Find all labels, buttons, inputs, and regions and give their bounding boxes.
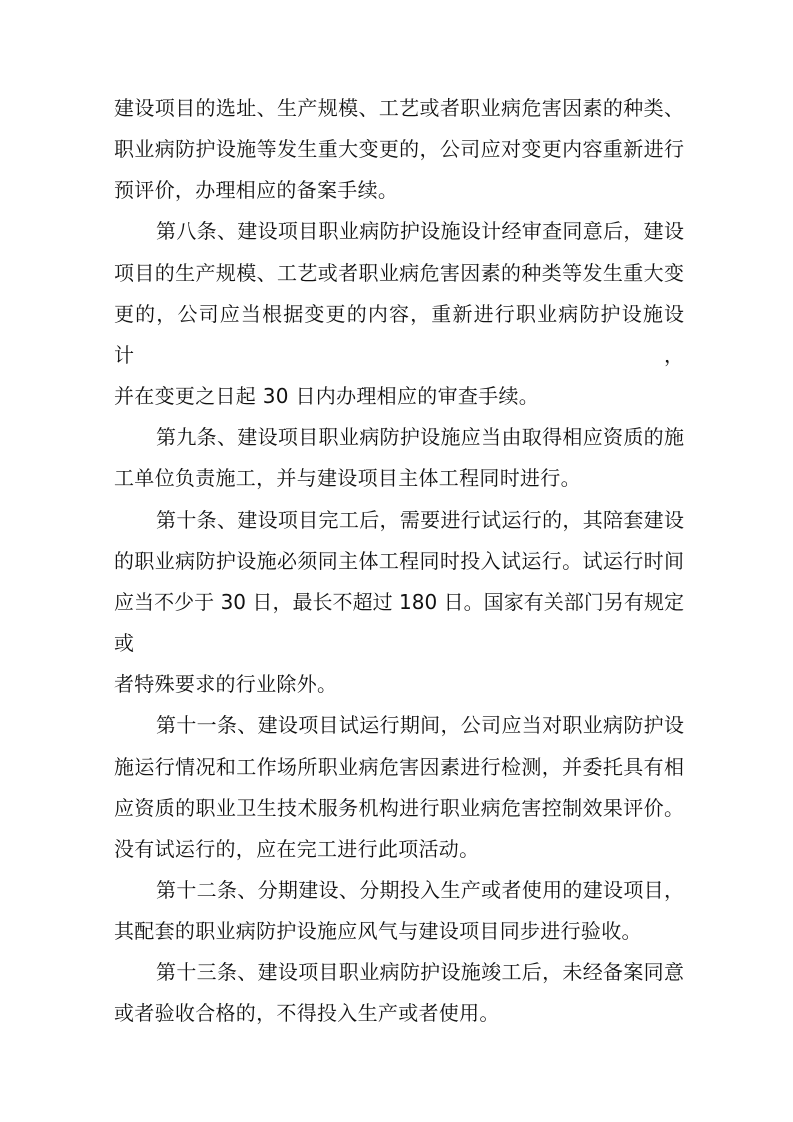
text-line: 更的，公司应当根据变更的内容，重新进行职业病防护设施设计， xyxy=(114,301,684,367)
text-line: 应资质的职业卫生技术服务机构进行职业病危害控制效果评价。 xyxy=(114,795,684,820)
text-line: 第九条、建设项目职业病防护设施应当由取得相应资质的施 xyxy=(156,425,684,450)
text-line: 第八条、建设项目职业病防护设施设计经审查同意后，建设 xyxy=(156,219,684,244)
text-line: 没有试运行的，应在完工进行此项活动。 xyxy=(114,836,480,861)
text-line: 其配套的职业病防护设施应风气与建设项目同步进行验收。 xyxy=(114,919,642,944)
text-line: 的职业病防护设施必须同主体工程同时投入试运行。试运行时间 xyxy=(114,548,684,573)
paragraph xyxy=(114,500,684,706)
paragraph xyxy=(114,870,684,952)
text-line: 或者验收合格的，不得投入生产或者使用。 xyxy=(114,1001,500,1026)
text-line: 工单位负责施工，并与建设项目主体工程同时进行。 xyxy=(114,466,581,491)
document-page xyxy=(114,88,684,1035)
text-line: 建设项目的选址、生产规模、工艺或者职业病危害因素的种类、 xyxy=(114,96,684,120)
paragraph xyxy=(114,705,684,870)
text-line: 第十一条、建设项目试运行期间，公司应当对职业病防护设 xyxy=(156,713,684,738)
text-line: 第十二条、分期建设、分期投入生产或者使用的建设项目， xyxy=(156,877,684,902)
text-line: 应当不少于 30 日，最长不超过 180 日。国家有关部门另有规定或 xyxy=(114,589,684,656)
text-line: 第十条、建设项目完工后，需要进行试运行的，其陪套建设 xyxy=(156,507,684,532)
text-line: 项目的生产规模、工艺或者职业病危害因素的种类等发生重大变 xyxy=(114,260,684,285)
paragraph xyxy=(114,952,684,1034)
text-line: 施运行情况和工作场所职业病危害因素进行检测，并委托具有相 xyxy=(114,754,684,779)
text-line: 第十三条、建设项目职业病防护设施竣工后，未经备案同意 xyxy=(156,960,684,985)
text-line: 预评价，办理相应的备案手续。 xyxy=(114,178,399,203)
text-line: 并在变更之日起 30 日内办理相应的审查手续。 xyxy=(114,384,540,409)
paragraph xyxy=(114,88,684,211)
text-line: 职业病防护设施等发生重大变更的，公司应对变更内容重新进行 xyxy=(114,137,684,162)
text-line: 者特殊要求的行业除外。 xyxy=(114,672,338,697)
paragraph xyxy=(114,417,684,499)
paragraph xyxy=(114,211,684,417)
